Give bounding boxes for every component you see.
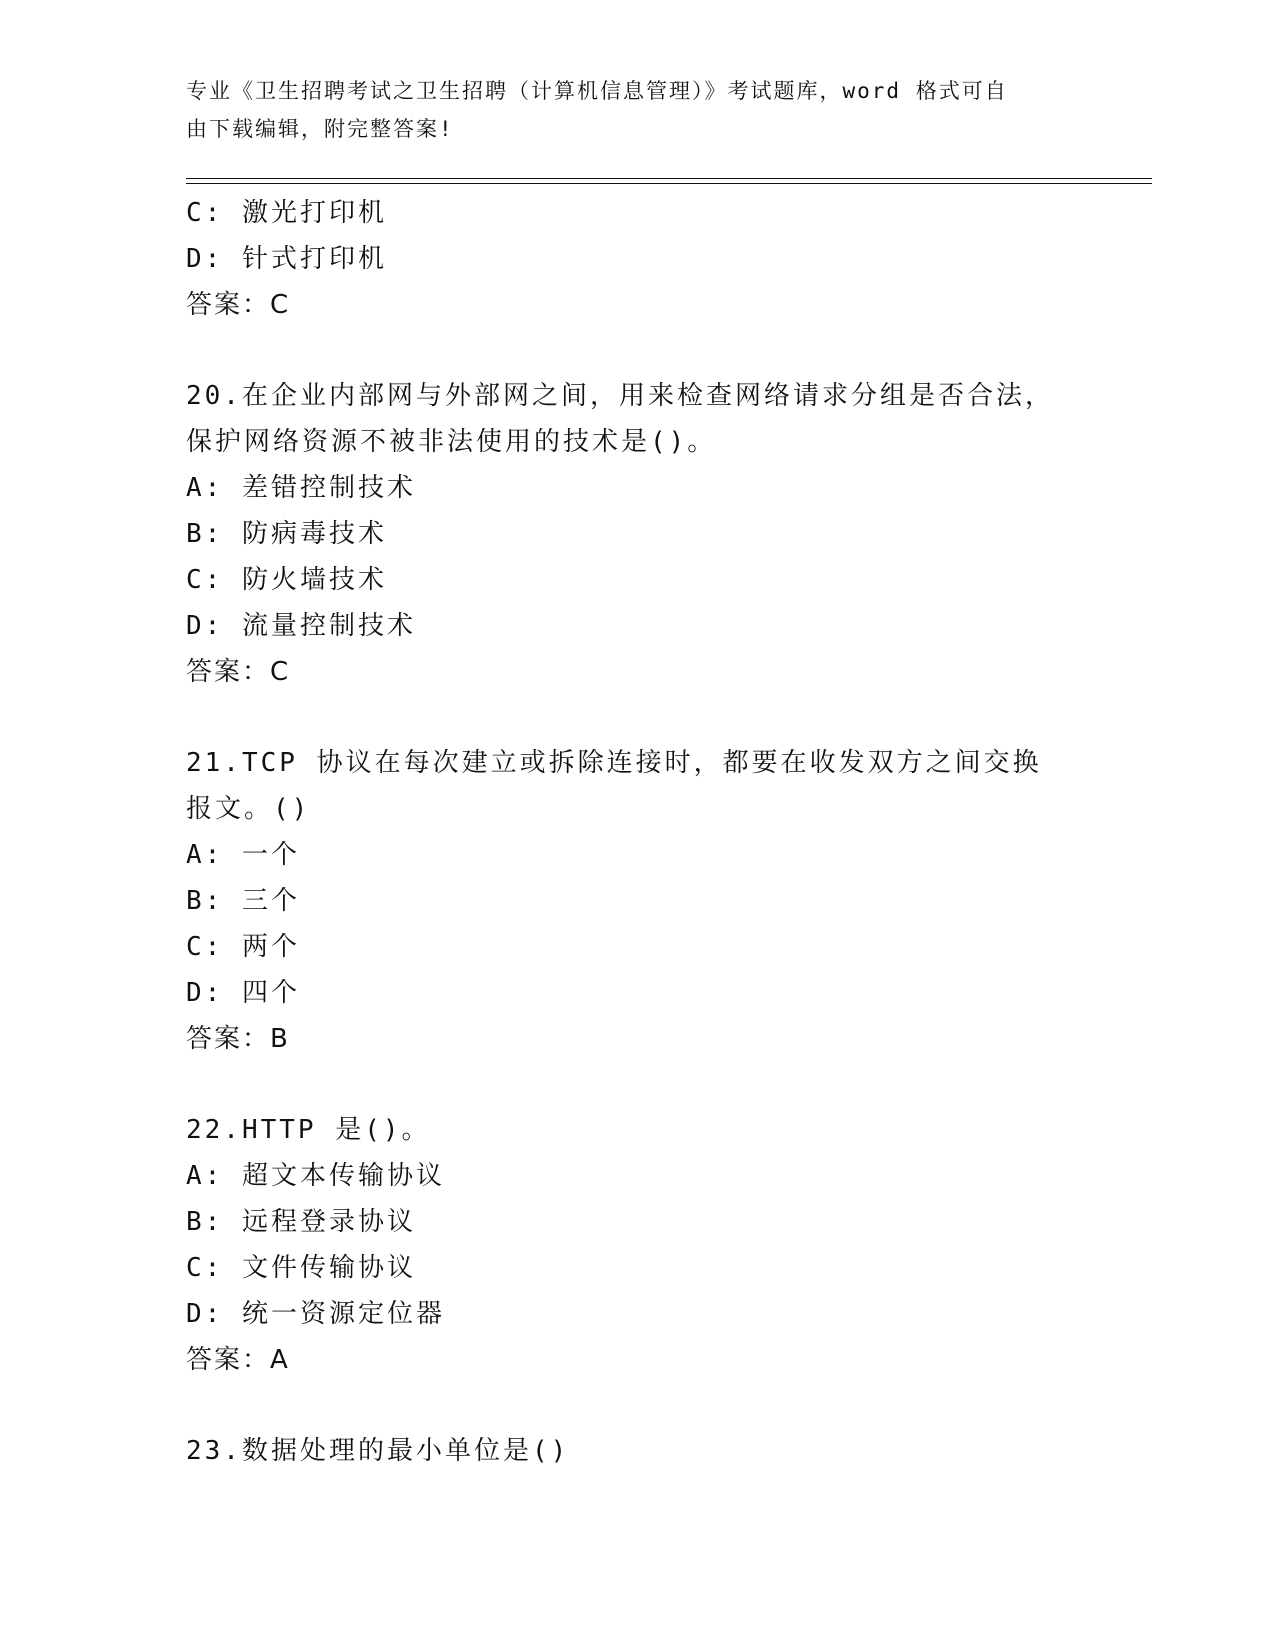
option-a: A: 差错控制技术 — [186, 473, 416, 503]
option-c: C: 激光打印机 — [186, 198, 387, 228]
header-line-2: 由下载编辑，附完整答案! — [186, 117, 454, 141]
option-d: D: 针式打印机 — [186, 244, 387, 274]
question-20 — [186, 373, 1066, 695]
header-divider-top — [186, 178, 1152, 179]
option-a: A: 超文本传输协议 — [186, 1161, 445, 1191]
header-divider-bottom — [186, 183, 1152, 184]
question-22 — [186, 1107, 1066, 1383]
option-c: C: 防火墙技术 — [186, 565, 387, 595]
option-b: B: 三个 — [186, 886, 300, 916]
option-b: B: 远程登录协议 — [186, 1207, 416, 1237]
option-c: C: 文件传输协议 — [186, 1253, 416, 1283]
answer-label: 答案：C — [186, 290, 291, 320]
question-21 — [186, 740, 1066, 1062]
header-line-1: 专业《卫生招聘考试之卫生招聘（计算机信息管理）》考试题库，word 格式可自 — [186, 79, 1008, 103]
option-c: C: 两个 — [186, 932, 300, 962]
answer-label: 答案：B — [186, 1024, 290, 1054]
option-d: D: 流量控制技术 — [186, 611, 416, 641]
question-text: 22.HTTP 是()。 — [186, 1115, 431, 1145]
question-text: 20.在企业内部网与外部网之间，用来检查网络请求分组是否合法，保护网络资源不被非法使用的技术是()。 — [186, 381, 1054, 457]
option-d: D: 四个 — [186, 978, 300, 1008]
question-list — [186, 190, 1066, 1474]
question-19-continued — [186, 190, 1066, 328]
question-text: 21.TCP 协议在每次建立或拆除连接时，都要在收发双方之间交换报文。() — [186, 748, 1042, 824]
question-text: 23.数据处理的最小单位是() — [186, 1436, 570, 1466]
document-header — [186, 72, 1066, 148]
answer-label: 答案：C — [186, 657, 291, 687]
option-b: B: 防病毒技术 — [186, 519, 387, 549]
question-23 — [186, 1428, 1066, 1474]
answer-label: 答案：A — [186, 1345, 290, 1375]
option-a: A: 一个 — [186, 840, 300, 870]
option-d: D: 统一资源定位器 — [186, 1299, 445, 1329]
